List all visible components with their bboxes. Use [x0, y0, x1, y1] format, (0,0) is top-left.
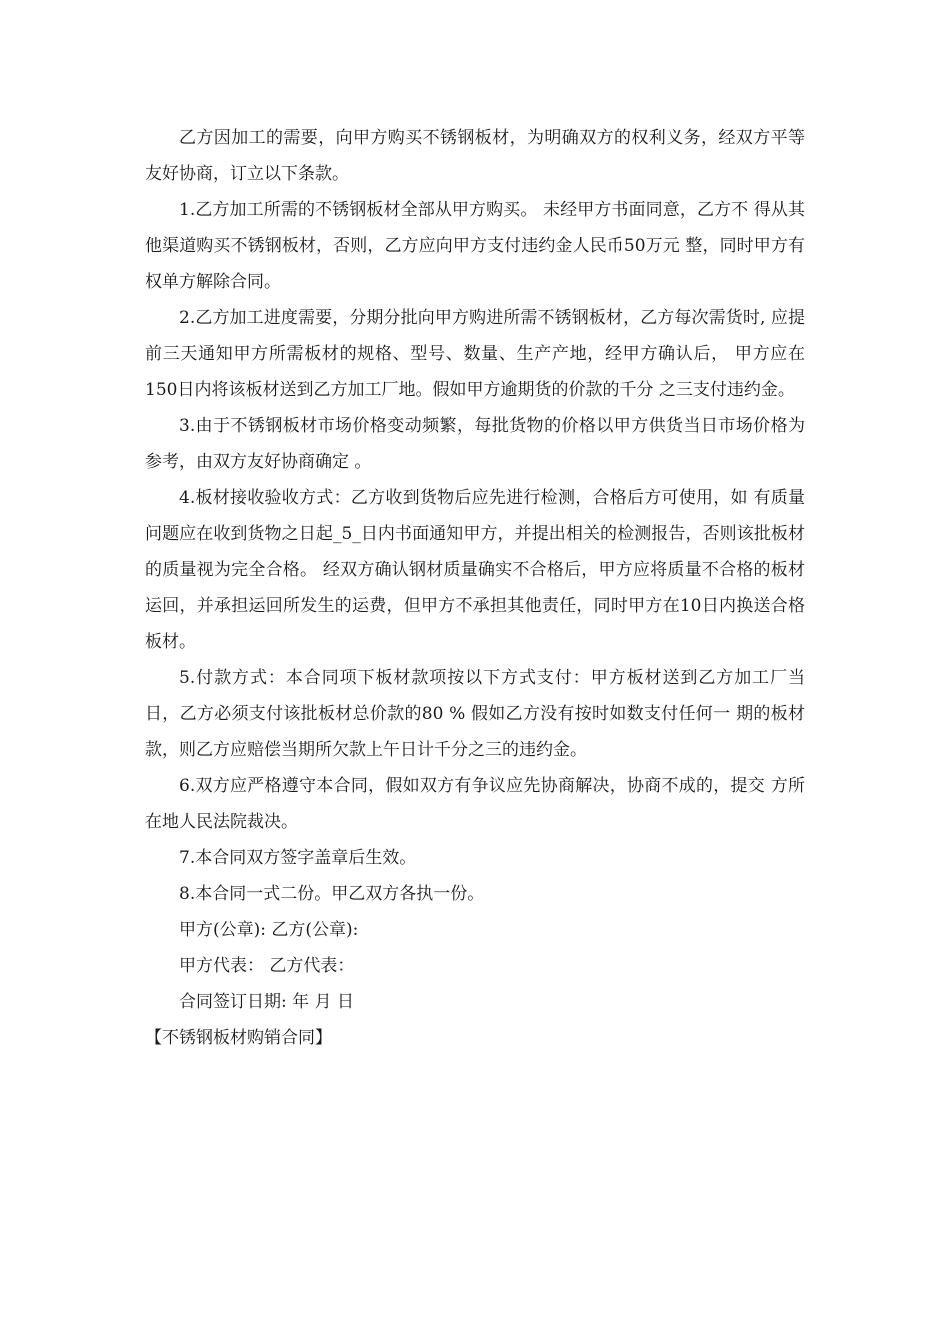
contract-body	[145, 120, 805, 1056]
clause-2: 2.乙方加工进度需要，分期分批向甲方购进所需不锈钢板材，乙方每次需货时, 应提前三天通知甲方所需板材的规格、型号、数量、生产产地，经甲方确认后， 甲方应在150日内将该板材送到乙方加工厂地。假如甲方逾期货的价款的千分 之三支付违约金。	[145, 308, 805, 400]
clause-6: 6.双方应严格遵守本合同，假如双方有争议应先协商解决，协商不成的，提交 方所在地人民法院裁决。	[145, 776, 805, 832]
clause-4: 4.板材接收验收方式：乙方收到货物后应先进行检测，合格后方可使用，如 有质量问题应在收到货物之日起_5_日内书面通知甲方，并提出相关的检测报告，否则该批板材的质量视为完全合格。 经双方确认钢材质量确实不合格后，甲方应将质量不合格的板材运回，并承担运回所发生的运费，但甲方不承担其他责任，同时甲方在10日内换送合格板材。	[145, 488, 805, 652]
signing-date-line: 合同签订日期: 年 月 日	[179, 992, 354, 1012]
clause-7: 7.本合同双方签字盖章后生效。	[179, 848, 417, 868]
document-title-footer: 【不锈钢板材购销合同】	[145, 1028, 332, 1048]
clause-1: 1.乙方加工所需的不锈钢板材全部从甲方购买。 未经甲方书面同意，乙方不 得从其他渠道购买不锈钢板材，否则，乙方应向甲方支付违约金人民币50万元 整，同时甲方有权单方解除合同。	[145, 200, 805, 292]
clause-3: 3.由于不锈钢板材市场价格变动频繁，每批货物的价格以甲方供货当日市场价格为参考，由双方友好协商确定 。	[145, 416, 805, 472]
seal-line: 甲方(公章): 乙方(公章):	[179, 920, 359, 940]
intro-paragraph: 乙方因加工的需要，向甲方购买不锈钢板材，为明确双方的权利义务，经双方平等友好协商，订立以下条款。	[145, 128, 805, 184]
clause-8: 8.本合同一式二份。甲乙双方各执一份。	[179, 884, 485, 904]
representative-line: 甲方代表： 乙方代表：	[179, 956, 355, 976]
clause-5: 5.付款方式：本合同项下板材款项按以下方式支付：甲方板材送到乙方加工厂当日，乙方必须支付该批板材总价款的80 % 假如乙方没有按时如数支付任何一 期的板材款，则乙方应赔偿当期所欠款上午日计千分之三的违约金。	[145, 668, 805, 760]
